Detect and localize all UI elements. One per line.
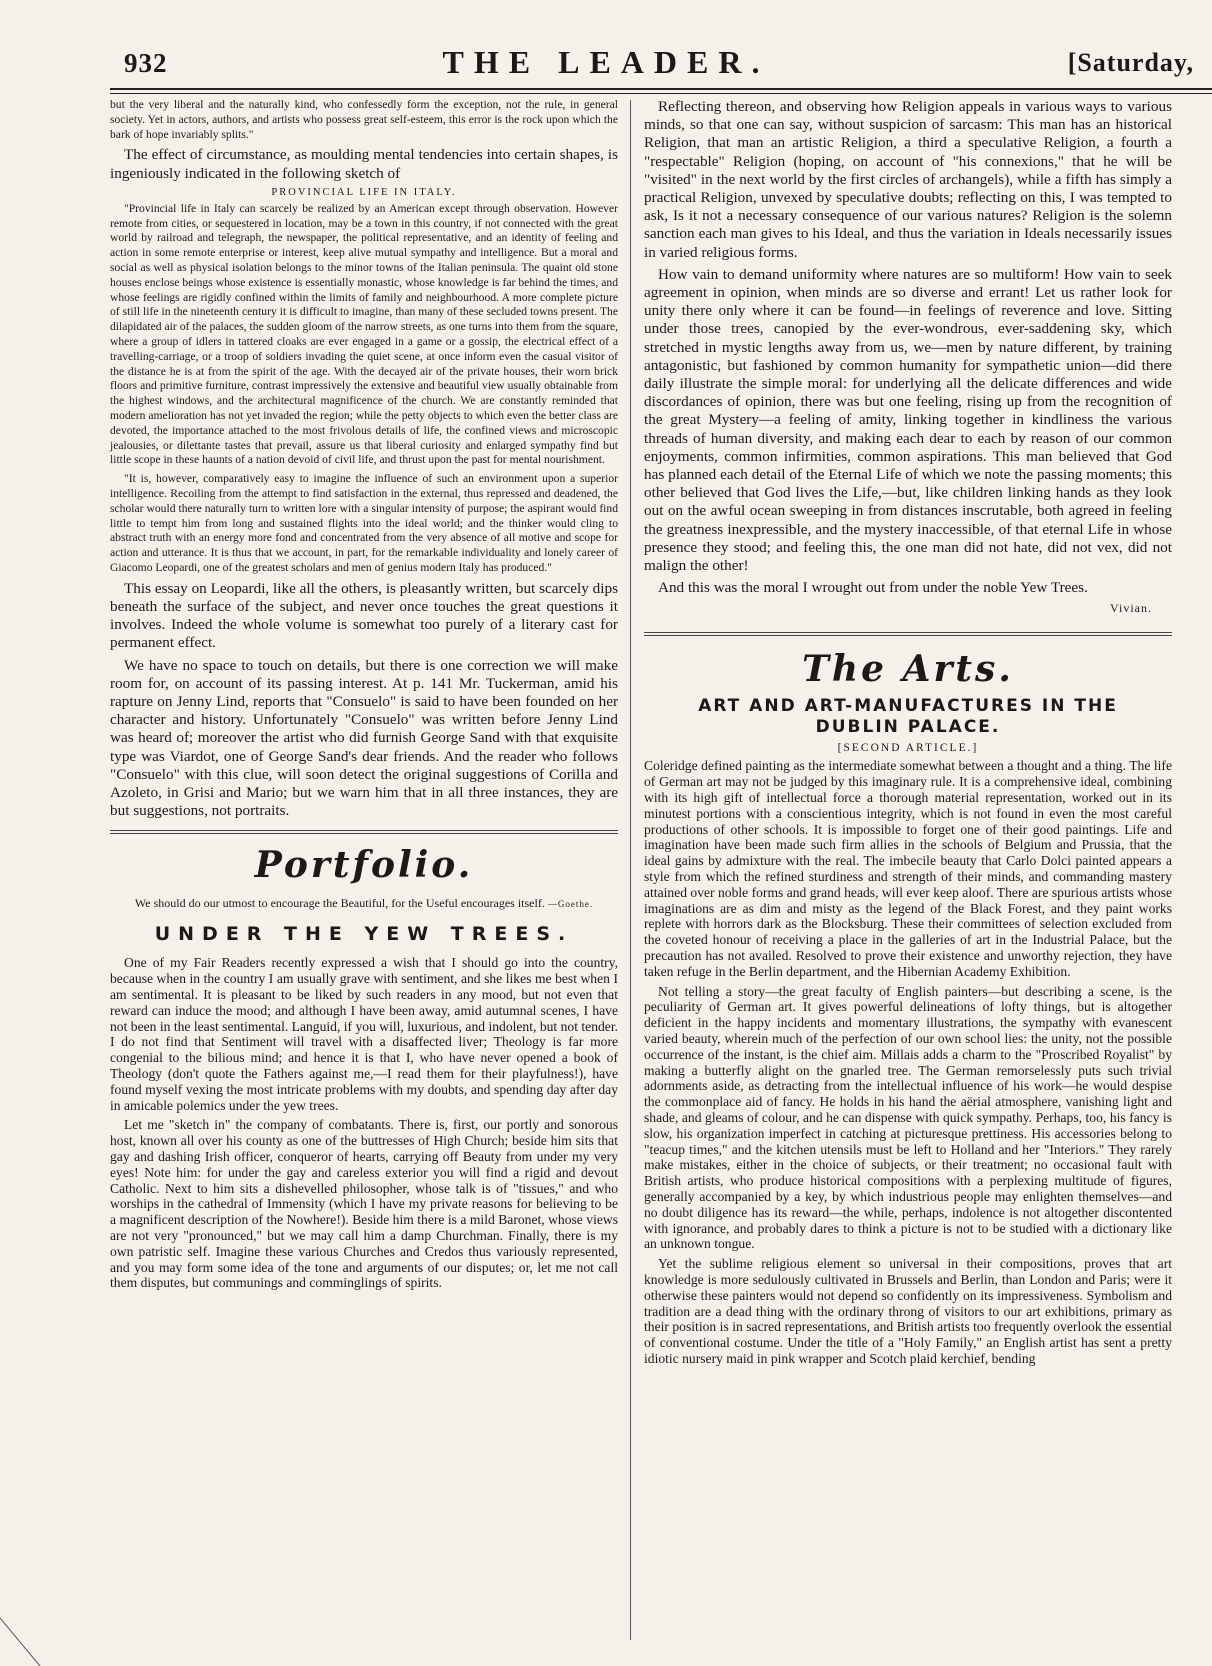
- article-paragraph: Coleridge defined painting as the intermediate somewhat between a thought and a thing. The life of German art may not be judged by this imaginary rule. It is a comprehensive ideal, combining with its high gift of intellectual force a thorough material representation, worked out in its minutest portions with a conscientious integrity, which is not found in even the most careful productions of other schools. It is impossible to forget one of their good paintings. Life and imagination have been made such firm allies in the schools of Belgium and Prussia, that the ideal gains by admixture with the real. The imbecile beauty that Carlo Dolci painted appears a style from which the refined sturdiness and strength of their minds, and commanding mastery attained over noble forms and grand heads, will ever keep aloof. There are spurious artists whose imaginations are as dim and misty as the legend of the Black Forest, and they paint works replete with horrors dark as the Blocksburg. These their committees of selection excluded from the coveted honour of receiving a place in the galleries of art in the Industrial Palace, but the precaution has not availed. Resolved to prove their existence and unworthy rejection, they have taken refuge in the Berlin department, and the Hibernian Academy Exhibition.: [644, 758, 1172, 979]
- column-divider: [630, 100, 631, 1640]
- essay-title: UNDER THE YEW TREES.: [154, 923, 574, 946]
- scan-mark-line: [0, 1618, 40, 1666]
- arts-heading: The Arts.: [802, 648, 1014, 691]
- section-divider: [644, 632, 1172, 636]
- review-paragraph: This essay on Leopardi, like all the others, is pleasantly written, but scarcely dips beneath the surface of the subject, and never once touches the great questions it involves. Indeed the whole volume is somewhat too purely of a literary cast for permanent effect.: [110, 579, 618, 652]
- extract-paragraph: "Provincial life in Italy can scarcely be realized by an American except through observation. However remote from cities, or sequestered in location, may be a town in this country, if not connected with the great world by railroad and telegraph, the newspaper, the political representative, and an identity of feeling and action in some remote enterprise or interest, keep alive mutual sympathy and intelligence. But a moral and social as well as physical isolation belongs to the minor towns of the Italian peninsula. The quaint old stone houses enclose beings whose existence is essentially monastic, whose knowledge is far behind the times, and whose feelings are rigidly confined within the limits of family and neighbourhood. A more complete picture of still life in the nineteenth century it is difficult to imagine, than many of these secluded towns present. The dilapidated air of the palaces, the sudden gloom of the narrow streets, as one turns into them from the square, where a group of idlers in tattered cloaks are ever engaged in a game or a gossip, the electrical effect of a travelling-carriage, or a troop of soldiers invading the quiet scene, at once inform even the casual visitor of the distance he is at from the spirit of the age. With the decayed air of the private houses, their worn brick floors and primitive furniture, contrast impressively the extensive and beautiful view usually obtainable from the highest windows, and the architectural magnificence of the church. We are constantly reminded that modern amelioration has not yet invaded the region; while the petty objects to which even the better class are devoted, the importance attached to the most frivolous details of life, the confined views and microscopic jealousies, or dilettante tastes that prevail, assure us that liberal curiosity and enlarged sympathy find but little scope in these haunts of a nation devoid of civil life, and thrust upon the past for mental nourishment.: [110, 201, 618, 467]
- header-rule: [110, 88, 1212, 90]
- motto-attribution: —Goethe.: [547, 899, 594, 910]
- signature: Vivian.: [1110, 601, 1152, 616]
- essay-paragraph: Let me "sketch in" the company of combatants. There is, first, our portly and sonorous host, known all over his county as one of the buttresses of High Church; beside him sits that gay and dashing Irish officer, conqueror of hearts, carrying off Beauty from under my very eyes! Note him: for under the gay and careless exterior you will find a rigid and devout Catholic. Next to him sits a dishevelled philosopher, whose talk is of "tissues," and who worships in the cathedral of Immensity (which I have my private reasons for believing to be a magnificent description of the Nowhere!). Beside him there is a mild Baronet, whose views are not very "pronounced," but we may call him a damp Churchman. Finally, there is my own patristic self. Imagine these various Churches and Credos thus variously represented, and you may form some idea of the tone and arguments of our disputes; or, let me not call them disputes, but communings and comminglings of spirits.: [110, 1117, 618, 1291]
- article-subtitle: [SECOND ARTICLE.]: [837, 742, 979, 755]
- extract-paragraph: "It is, however, comparatively easy to imagine the influence of such an environment upon a superior intelligence. Recoiling from the attempt to find satisfaction in the external, thus repressed and deadened, the scholar would there naturally turn to written lore with a singular intensity of purpose; the aspirant would find little to tempt him from long and sustained flights into the ideal world; and the thinker would cling to abstract truth with an energy more fond and concentrated from the very absence of all motive and scope for action and utterance. It is thus that we account, in part, for the remarkable individuality and lonely career of Giacomo Leopardi, one of the greatest scholars and men of genius modern Italy has produced.": [110, 472, 618, 574]
- motto: [116, 896, 612, 911]
- newspaper-title: THE LEADER.: [442, 44, 770, 80]
- extract-heading: PROVINCIAL LIFE IN ITALY.: [271, 186, 457, 198]
- essay-paragraph: How vain to demand uniformity where natures are so multiform! How vain to seek agreement in opinion, when minds are so diverse and errant! Let us rather look for unity there only where it can be found—in feelings of reverence and love. Sitting under those trees, canopied by the ever-wondrous, ever-saddening sky, which stretched in mystic lengths away from us, we—men by nature different, by training antagonistic, but fashioned by common humanity for sympathetic union—did there daily illustrate the simple moral: for underlying all the delicate differences and wide discordances of opinion, there was but one feeling, rising up from the recognition of the great Mystery—a feeling of amity, linking together in kindliness the various threads of human diversity, and making each dear to each by reason of our common enjoyments, common infirmities, common aspirations. This man believed that God has planned each detail of the Eternal Life of which we note the passing moments; this other believed that God lives the Life,—but, like children linking hands as they look out on the awful ocean sweeping in from distances inscrutable, both agreed in feeling the greatness inexpressible, and the mystery inaccessible, of that eternal Life in whose presence they stood; and feeling this, the one man did not hate, did not vex, did not malign the other!: [644, 265, 1172, 575]
- essay-paragraph: One of my Fair Readers recently expressed a wish that I should go into the country, because when in the country I am usually grave with sentiment, and she likes me best when I am sentimental. It is pleasant to be liked by such readers in any mood, but not even that reward can induce the mood; and although I have been away, amid autumnal scenes, I have not been in the least sentimental. Languid, if you will, luxurious, and indolent, but not tender. I do not find that Sentiment will travel with a disaffected liver; Theology is far more congenial to the bilious mind; and hence it is that I, who have never opened a book of Theology (don't quote the Fathers against me,—I read them for their playfulness!), have found myself vexing the most intricate problems with my doubts, and spending day after day in amicable polemics under the yew trees.: [110, 955, 618, 1113]
- section-divider: [110, 830, 618, 834]
- left-column: [110, 98, 618, 1295]
- portfolio-heading: Portfolio.: [254, 844, 474, 887]
- review-paragraph: but the very liberal and the naturally kind, who confessedly form the exception, not the rule, in general society. Yet in actors, authors, and artists who possess great self-esteem, this error is the rock upon which the bark of hope invariably splits.": [110, 98, 618, 141]
- right-column: [644, 98, 1172, 1371]
- essay-paragraph: Reflecting thereon, and observing how Religion appeals in various ways to various minds, so that one can say, without suspicion of sarcasm: This man has an historical Religion, that man an artistic Religion, a third a speculative Religion, a fourth a "respectable" Religion (hoping, on account of "his connexions," that he will be "visited" in the next world by the first circles of archangels), while a fifth has simply a practical Religion, unvexed by speculative doubts; reflecting on this, I was tempted to ask, Is it not a necessary consequence of our various natures? Religion is the solemn sanction each man gives to his Ideal, and thus the variation in Ideals necessarily issues in varied religious forms.: [644, 98, 1172, 261]
- scan-mark: [0, 1618, 70, 1666]
- review-paragraph: We have no space to touch on details, but there is one correction we will make room for, on account of its passing interest. At p. 141 Mr. Tuckerman, amid his rapture on Jenny Lind, reports that "Consuelo" is said to have been founded on her character and history. Unfortunately "Consuelo" was written before Jenny Lind was heard of; moreover the artist who did furnish George Sand with that exquisite type was Viardot, one of George Sand's dear friends. And the reader who follows "Consuelo" with this clue, will soon detect the original suggestions of Corilla and Azoleto, in Grisi and Mario; but we warn him that in all three instances, they are but suggestions, not portraits.: [110, 656, 618, 820]
- page-number: 932: [124, 48, 168, 78]
- article-paragraph: Not telling a story—the great faculty of English painters—but describing a scene, is the peculiarity of German art. It gives powerful delineations of lofty things, but is altogether deficient in the happy incidents and momentary illustrations, the sympathy with evanescent varied beauty, wherein much of the perfection of our own school lies: the unity, not the possible occurrence of the instant, is the chief aim. Millais adds a charm to the "Proscribed Royalist" by making a butterfly alight on the gnarled tree. The German remorselessly puts such trivial adornments aside, as detracting from the intellectual influence of his work—he would despise the commonplace aid of fancy. He holds in his hand the aërial atmosphere, vanishing light and shade, and gleams of colour, and he can dispense with quick sympathy. Perhaps, too, his fancy is slow, his organization imperfect in catching at picturesque prettiness. His accessories belong to "teacup times," and the kitchen utensils must be left to Holland and her "Interiors." They rarely make mistakes, either in the choice of subjects, or their treatment; no occasional fault with British artists, who produce historical compositions with a perplexing multitude of figures, generally accompanied by a key, by which industrious people may enlighten themselves—and no doubt diligence has its reward—the while, perhaps, indolence is not altogether discontented with ignorance, and probably dares to think a picture is not to be studied with a dictionary like an unknown tongue.: [644, 983, 1172, 1252]
- essay-paragraph: And this was the moral I wrought out from under the noble Yew Trees.: [658, 579, 1088, 597]
- review-paragraph: The effect of circumstance, as moulding mental tendencies into certain shapes, is ingeniously indicated in the following sketch of: [110, 146, 618, 182]
- article-paragraph: Yet the sublime religious element so universal in their compositions, proves that art knowledge is more sedulously cultivated in Brussels and Berlin, than London and Paris; were it otherwise these painters would not depend so confidently on its impressiveness. Symbolism and tradition are a dead thing with the ordinary throng of visitors to our art exhibitions, primary as their position is in sacred representations, and British artists too frequently overlook the essential of conventional costume. Under the title of a "Holy Family," an English artist has sent a pretty idiotic nursery maid in pink wrapper and Scotch plaid kerchief, bending: [644, 1256, 1172, 1366]
- issue-day: [Saturday,: [1067, 48, 1194, 77]
- motto-text: We should do our utmost to encourage the Beautiful, for the Useful encourages itself.: [134, 896, 545, 911]
- article-title: ART AND ART-MANUFACTURES IN THE DUBLIN PALACE.: [698, 696, 1118, 738]
- header-rule-thin: [110, 93, 1212, 94]
